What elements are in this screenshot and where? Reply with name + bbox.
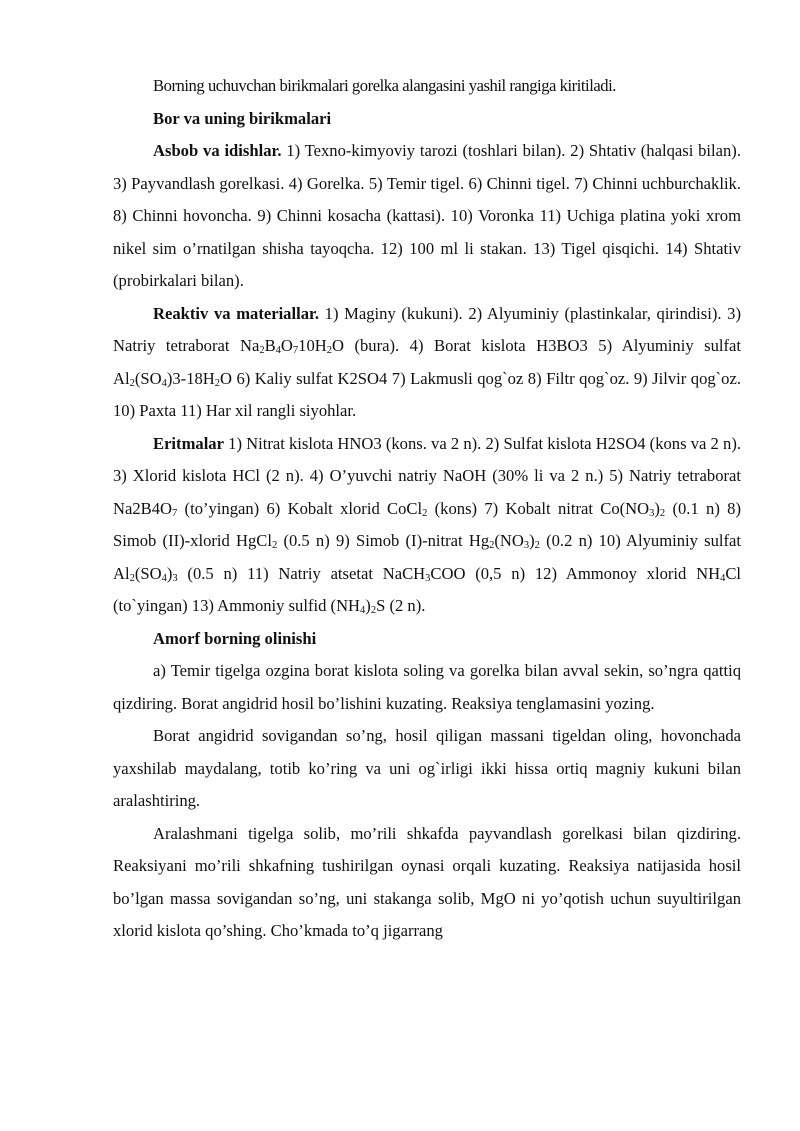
reagents-text: O <box>280 336 293 355</box>
subscript: 4 <box>275 345 281 356</box>
subscript: 4 <box>360 605 366 616</box>
subscript: 4 <box>720 572 726 584</box>
reagents-text: O 6) Kaliy sulfat K2SO4 7) Lakmusli qog`oz 8) Filtr qog`oz. 9) Jilvir qog`oz. 10) Paxta 11) Har xil rangli siyohlar. <box>113 368 741 420</box>
solutions-lead: Eritmalar <box>153 433 224 453</box>
solutions-text: (kons) 7) Kobalt nitrat Co(NO <box>427 498 650 518</box>
subscript: 2 <box>370 605 377 616</box>
solutions-text: (0.5 n) 11) Natriy atsetat NaCH <box>177 563 426 583</box>
subscript: 2 <box>422 507 428 519</box>
equipment-lead: Asbob va idishlar. <box>153 141 282 160</box>
subscript: 3 <box>649 507 655 519</box>
reagents-text: (SO <box>134 368 162 388</box>
subscript: 2 <box>326 345 332 356</box>
solutions-text: (NO <box>494 531 524 550</box>
subscript: 2 <box>489 540 495 551</box>
solutions-text: ) <box>529 531 535 550</box>
reagents-text: )3-18H <box>166 368 215 388</box>
solutions-text: (0.1 n) 8) Simob (II)-xlorid HgCl <box>113 498 741 550</box>
section-heading-amorf: Amorf borning olinishi <box>153 628 317 648</box>
equipment-text: 1) Texno-kimyoviy tarozi (toshlari bilan). 2) Shtativ (halqasi bilan). 3) Payvandlash gorelkasi. 4) Gorelka. 5) Temir tigel. 6) Chinni tigel. 7) Chinni uchburchaklik. 8) Chinni hovoncha. 9) Chinni kosacha (kattasi). 10) Voronka 11) Uchiga platina yoki xrom nikel sim o’rnatilgan shisha tayoqcha. 12) 100 ml li stakan. 13) Tigel qisqichi. 14) Shtativ (probirkalari bilan). <box>113 141 741 290</box>
reagents-text: O (bura). 4) Borat kislota H3BO3 5) Alyuminiy sulfat Al <box>113 336 741 388</box>
solutions-paragraph <box>113 428 741 623</box>
subscript: 3 <box>172 572 178 584</box>
subscript: 3 <box>425 572 431 584</box>
subscript: 4 <box>161 377 167 389</box>
section-heading-bor: Bor va uning birikmalari <box>153 108 332 128</box>
document-page <box>113 70 741 948</box>
subscript: 2 <box>129 377 135 389</box>
subscript: 2 <box>271 540 278 551</box>
solutions-text: ) <box>654 498 660 518</box>
reagents-paragraph <box>113 298 741 428</box>
solutions-text: (0.5 n) 9) Simob (I)-nitrat Hg <box>277 531 490 550</box>
subscript: 2 <box>259 345 265 356</box>
solutions-text: (0.2 n) 10) Alyuminiy sulfat Al <box>113 531 742 583</box>
subscript: 2 <box>214 377 221 389</box>
procedure-paragraph-c: Aralashmani tigelga solib, mo’rili shkafda payvandlash gorelkasi bilan qizdiring. Reaksiyani mo’rili shkafning tushirilgan oynasi orqali kuzating. Reaksiya natijasida hosil bo’lgan massa sovigandan so’ng, uni stakanga solib, MgO ni yo’qotish uchun suyultirilgan xlorid kislota qo’shing. Cho’kmada to’q jigarrang <box>113 823 741 940</box>
reagents-lead: Reaktiv va materiallar. <box>153 303 319 323</box>
reagents-text: 1) Maginy (kukuni). 2) Alyuminiy (plastinkalar, qirindisi). 3) Natriy tetraborat Na <box>113 303 741 355</box>
subscript: 7 <box>292 345 299 356</box>
subscript: 2 <box>534 540 540 551</box>
reagents-text: 10H <box>298 336 327 355</box>
solutions-text: 1) Nitrat kislota HNO3 (kons. va 2 n). 2) Sulfat kislota H2SO4 (kons va 2 n). 3) Xlorid kislota HCl (2 n). 4) O’yuvchi natriy NaOH (30% li va 2 n.) 5) Natriy tetraborat Na2B4O <box>113 433 741 518</box>
procedure-paragraph-b: Borat angidrid sovigandan so’ng, hosil qiligan massani tigeldan oling, hovonchada yaxshilab maydalang, totib ko’ring va uni og`irligi ikki hissa ortiq magniy kukuni bilan aralashtiring. <box>113 726 741 810</box>
solutions-text: ) <box>166 563 173 583</box>
subscript: 4 <box>161 572 167 584</box>
subscript: 2 <box>129 572 135 584</box>
solutions-text: S (2 n). <box>376 596 426 615</box>
equipment-paragraph <box>113 135 741 298</box>
solutions-text: (to’yingan) 6) Kobalt xlorid CoCl <box>177 498 423 518</box>
solutions-text: COO (0,5 n) 12) Ammonoy xlorid NH <box>430 563 721 583</box>
solutions-text: ) <box>365 596 371 615</box>
intro-paragraph: Borning uchuvchan birikmalari gorelka alangasini yashil rangiga kiritiladi. <box>153 76 617 95</box>
procedure-paragraph-a: a) Temir tigelga ozgina borat kislota soling va gorelka bilan avval sekin, so’ngra qattiq qizdiring. Borat angidrid hosil bo’lishini kuzating. Reaksiya tenglamasini yozing. <box>113 661 741 713</box>
reagents-text: B <box>264 336 276 355</box>
solutions-text: (SO <box>134 563 162 583</box>
subscript: 2 <box>659 507 666 519</box>
subscript: 7 <box>172 507 178 519</box>
solutions-text: Cl (to`yingan) 13) Ammoniy sulfid (NH <box>113 563 741 615</box>
subscript: 3 <box>523 540 530 551</box>
